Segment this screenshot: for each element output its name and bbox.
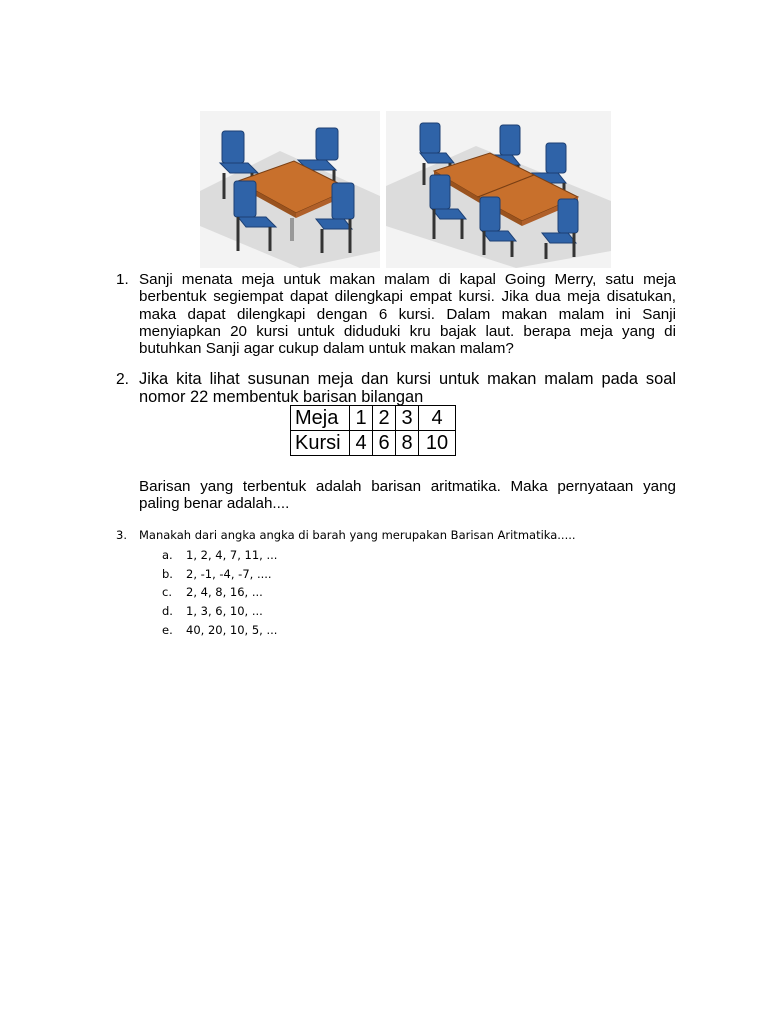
- option-letter: e.: [162, 623, 173, 637]
- option-letter: c.: [162, 585, 172, 599]
- question-2-followup: Barisan yang terbentuk adalah barisan aritmatika. Maka pernyataan yang paling benar adalah....: [139, 478, 676, 513]
- row-header: Kursi: [291, 431, 350, 456]
- table-row-meja: [291, 406, 456, 431]
- table-cell: 8: [396, 431, 419, 456]
- question-1: [116, 271, 676, 361]
- table-cell: 4: [419, 406, 456, 431]
- row-header: Meja: [291, 406, 350, 431]
- table-cell: 2: [373, 406, 396, 431]
- table-row-kursi: [291, 431, 456, 456]
- sequence-table: [290, 405, 456, 456]
- option-letter: a.: [162, 548, 173, 562]
- question-2: [116, 371, 676, 407]
- question-text: Jika kita lihat susunan meja dan kursi untuk makan malam pada soal nomor 22 membentuk barisan bilangan: [139, 370, 676, 406]
- table-cell: 1: [350, 406, 373, 431]
- question-3: [116, 528, 676, 544]
- option-value: 1, 3, 6, 10, ...: [186, 604, 263, 618]
- figure-one-table-four-chairs: [200, 111, 380, 268]
- option-value: 40, 20, 10, 5, ...: [186, 623, 278, 637]
- question-text: Manakah dari angka angka di barah yang merupakan Barisan Aritmatika.....: [139, 528, 576, 542]
- option-value: 2, -1, -4, -7, ....: [186, 567, 272, 581]
- option-letter: b.: [162, 567, 173, 581]
- option-value: 2, 4, 8, 16, ...: [186, 585, 263, 599]
- table-cell: 10: [419, 431, 456, 456]
- question-number: 1.: [116, 271, 129, 288]
- table-cell: 6: [373, 431, 396, 456]
- illustration-one-table: [200, 111, 380, 268]
- illustration-two-tables: [386, 111, 611, 268]
- option-letter: d.: [162, 604, 173, 618]
- table-cell: 3: [396, 406, 419, 431]
- question-number: 2.: [116, 371, 130, 388]
- table-cell: 4: [350, 431, 373, 456]
- question-text: Sanji menata meja untuk makan malam di kapal Going Merry, satu meja berbentuk segiempat dapat dilengkapi empat kursi. Jika dua meja disatukan, maka dapat dilengkapi dengan 6 kursi. Dalam makan malam ini Sanji menyiapkan 20 kursi untuk diduduki kru bajak laut. berapa meja yang di butuhkan Sanji agar cukup dalam untuk makan malam?: [139, 271, 676, 358]
- option-value: 1, 2, 4, 7, 11, ...: [186, 548, 278, 562]
- question-number: 3.: [116, 528, 127, 542]
- figure-two-tables-six-chairs: [386, 111, 611, 268]
